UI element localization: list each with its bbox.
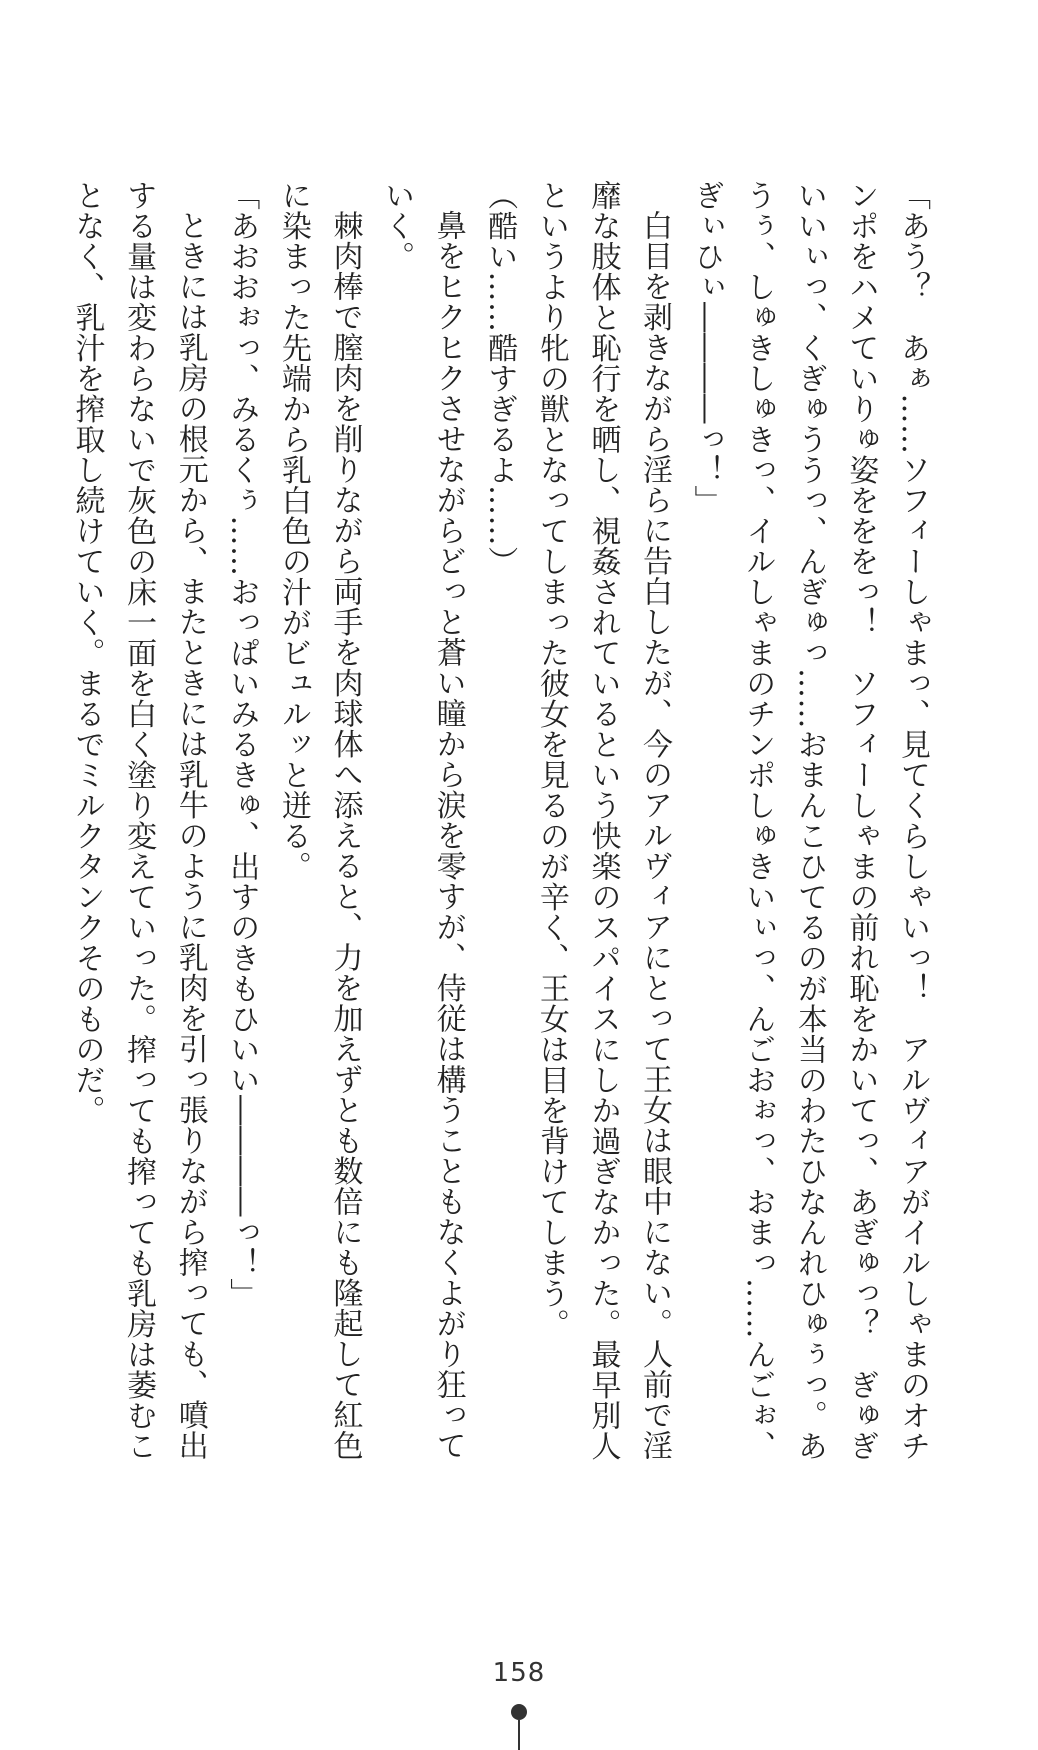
vertical-text-body (69, 180, 938, 1480)
paragraph-6: 「あおおぉっ、みるくぅ……おっぱいみるきゅ、出すのきもひいい――――っ！」 (224, 180, 260, 1309)
paragraph-4: 鼻をヒクヒクさせながらどっと蒼い瞳から涙を零すが、侍従は構うこともなくよがり狂っていく。 (379, 180, 466, 1461)
paragraph-3: （酷い……酷すぎるよ……） (482, 180, 518, 577)
page-number: 158 (492, 1658, 546, 1688)
paragraph-2: 白目を剥きながら淫らに告白したが、今のアルヴィアにとって王女は眼中にない。人前で淫靡な肢体と恥行を晒し、視姦されているという快楽のスパイスにしか過ぎなかった。最早別人というより牝の獣となってしまった彼女を見るのが辛く、王女は目を背けてしまう。 (533, 180, 673, 1461)
folio-dot-ornament (511, 1704, 527, 1720)
paragraph-7: ときには乳房の根元から、またときには乳牛のように乳肉を引っ張りながら搾っても、噴出する量は変わらないで灰色の床一面を白く塗り変えていった。搾っても搾っても乳房は萎むことなく、乳汁を搾取し続けていく。まるでミルクタンクそのものだ。 (69, 180, 208, 1461)
folio-line-ornament (518, 1720, 520, 1750)
paragraph-5: 棘肉棒で膣肉を削りながら両手を肉球体へ添えると、力を加えずとも数倍にも隆起して紅色に染まった先端から乳白色の汁がビュルッと迸る。 (275, 180, 363, 1461)
paragraph-1: 「あう？ あぁ……ソフィーしゃまっ、見てくらしゃいっ！ アルヴィアがイルしゃまのオチンポをハメていりゅ姿をををっ！ ソフィーしゃまの前れ恥をかいてっ、あぎゅっ？ ぎゅぎいいぃっ、くぎゅううっ、んぎゅっ……おまんこひてるのが本当のわたひなんれひゅぅっ。あうぅ、しゅきしゅきっ、イルしゃまのチンポしゅきいぃっ、んごおぉっ、おまっ……んごぉ、ぎぃひぃ――――っ！」 (688, 180, 930, 1461)
